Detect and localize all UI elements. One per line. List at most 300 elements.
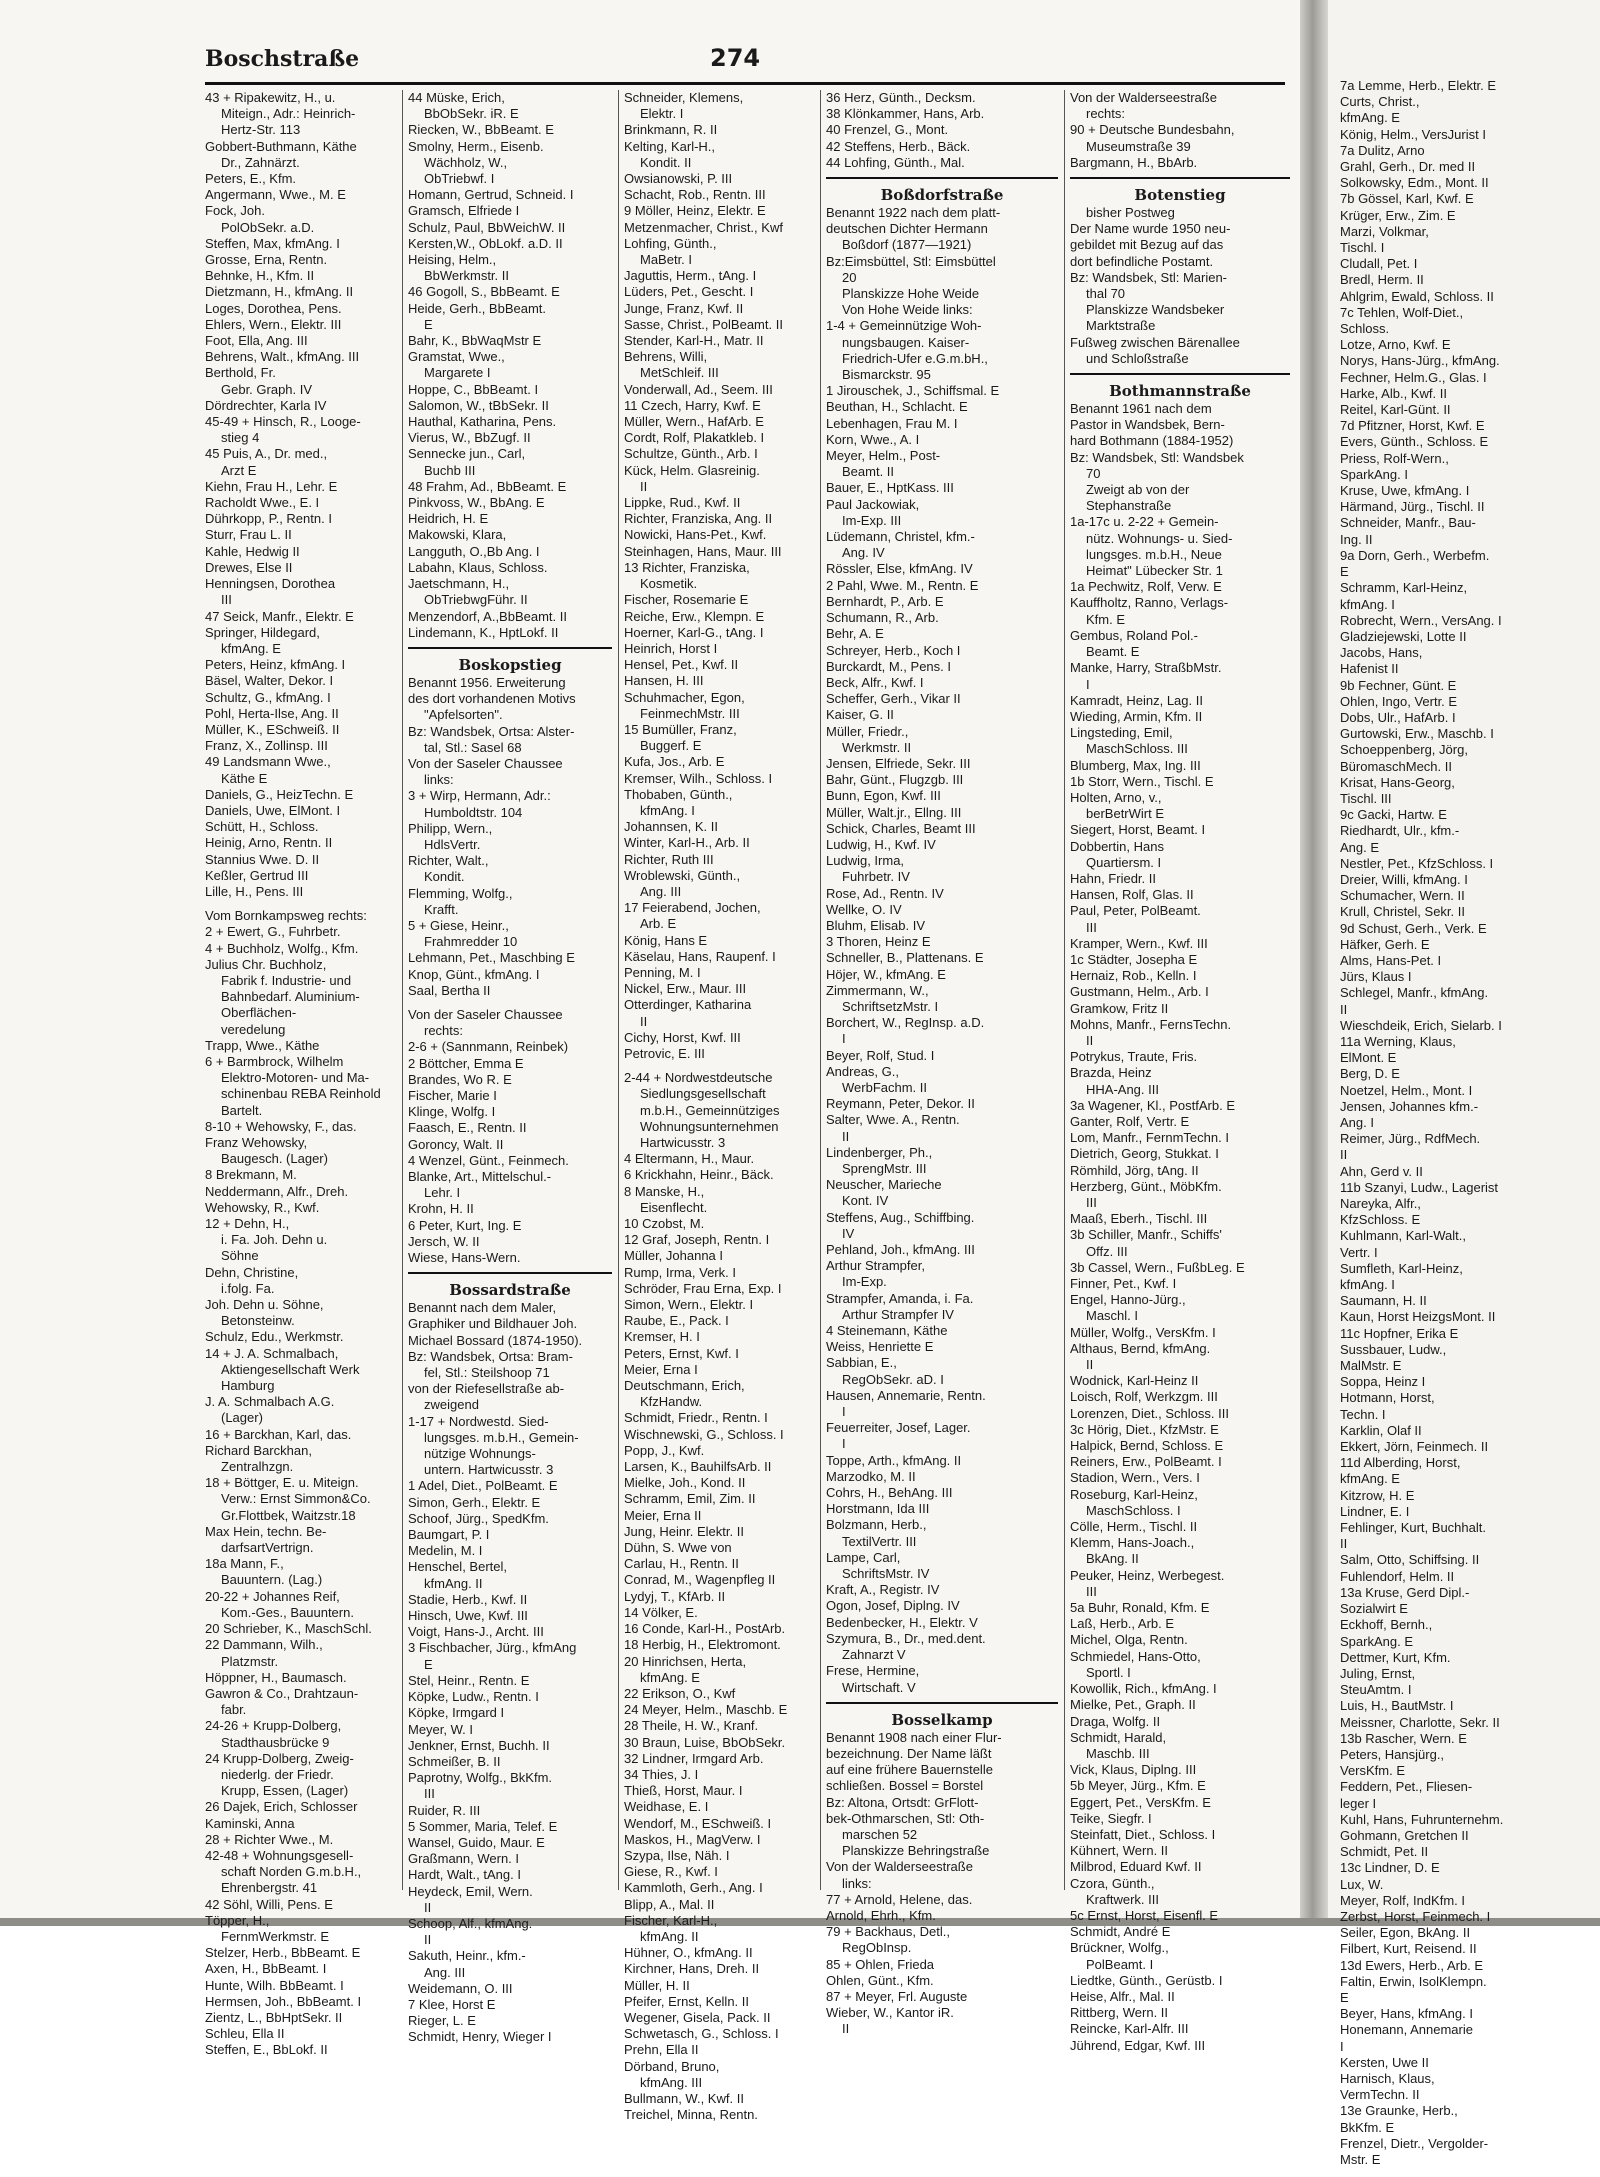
directory-entry: Ehlers, Wern., Elektr. III	[205, 316, 342, 332]
directory-entry: Kersten,W., ObLokf. a.D. II	[408, 235, 563, 251]
directory-entry: Lampe, Carl,	[826, 1549, 901, 1565]
entry-continuation: Betonsteinw.	[221, 1313, 295, 1329]
entry-continuation: Buggerf. E	[640, 738, 702, 754]
directory-entry: Schulz, Paul, BbWeichW. II	[408, 219, 566, 235]
directory-entry: Höppner, H., Baumasch.	[205, 1669, 347, 1685]
directory-entry: Schmidt, Pet. II	[1340, 1844, 1429, 1860]
directory-entry: Mohns, Manfr., FernsTechn.	[1070, 1016, 1232, 1032]
entry-continuation: kfmAng. I	[640, 802, 695, 818]
directory-entry: Arthur Strampfer,	[826, 1258, 925, 1274]
entry-continuation: Wohnungsunternehmen	[640, 1118, 779, 1134]
entry-continuation: Tischl. I	[1340, 240, 1385, 256]
entry-continuation: Ang. III	[424, 1964, 466, 1980]
entry-continuation: I	[842, 1031, 846, 1047]
directory-entry: Drewes, Else II	[205, 559, 293, 575]
entry-continuation: Zentralhzgn.	[221, 1459, 294, 1475]
directory-entry: Kirchner, Hans, Dreh. II	[624, 1961, 760, 1977]
directory-entry: 4 Wenzel, Günt., Feinmech.	[408, 1152, 569, 1168]
directory-entry: Meyer, Rolf, IndKfm. I	[1340, 1892, 1465, 1908]
directory-entry: Maskos, H., MagVerw. I	[624, 1831, 761, 1847]
directory-entry: 7d Pfitzner, Horst, Kwf. E	[1340, 418, 1485, 434]
directory-entry: Ludwig, H., Kwf. IV	[826, 836, 936, 852]
entry-continuation: II	[640, 478, 648, 494]
directory-entry: Klinge, Wolfg. I	[408, 1104, 496, 1120]
directory-entry: Fischer, Marie I	[408, 1087, 497, 1103]
directory-entry: 8 Manske, H.,	[624, 1183, 705, 1199]
entry-continuation: zweigend	[424, 1397, 479, 1413]
entry-continuation: tal, Stl.: Sasel 68	[424, 739, 522, 755]
directory-entry: Sturr, Frau L. II	[205, 527, 292, 543]
directory-entry: 45-49 + Hinsch, R., Looge-	[205, 414, 361, 430]
directory-entry: Lom, Manfr., FernmTechn. I	[1070, 1130, 1229, 1146]
directory-entry: Pastor in Wandsbek, Bern-	[1070, 417, 1225, 433]
directory-entry: Holten, Arno, v.,	[1070, 789, 1162, 805]
directory-entry: 4 + Buchholz, Wolfg., Kfm.	[205, 940, 359, 956]
directory-entry: Kaiser, G. II	[826, 707, 894, 723]
directory-entry: Labahn, Klaus, Schloss.	[408, 559, 548, 575]
directory-entry: Bz: Wandsbek, Ortsa: Bram-	[408, 1348, 573, 1364]
directory-entry: Dietrich, Georg, Stukkat. I	[1070, 1146, 1219, 1162]
directory-entry: Ahn, Gerd v. II	[1340, 1163, 1423, 1179]
directory-entry: 11c Hopfner, Erika E	[1340, 1325, 1459, 1341]
entry-continuation: BbWerkmstr. II	[424, 268, 509, 284]
directory-entry: Flemming, Wolfg.,	[408, 885, 513, 901]
directory-entry: 1-17 + Nordwestd. Sied-	[408, 1413, 549, 1429]
directory-entry: Stadie, Herb., Kwf. II	[408, 1591, 528, 1607]
directory-entry: Paul, Peter, PolBeamt.	[1070, 903, 1201, 919]
directory-entry: Racholdt Wwe., E. I	[205, 495, 320, 511]
directory-entry: Neuscher, Marieche	[826, 1177, 942, 1193]
directory-entry: Evers, Günth., Schloss. E	[1340, 434, 1489, 450]
directory-entry: Gustmann, Helm., Arb. I	[1070, 984, 1209, 1000]
directory-entry: Kufa, Jos., Arb. E	[624, 754, 725, 770]
directory-entry: Treichel, Minna, Rentn.	[624, 2107, 758, 2123]
entry-continuation: Planskizze Wandsbeker	[1086, 302, 1225, 318]
entry-continuation: niederlg. der Friedr.	[221, 1766, 334, 1782]
entry-continuation: kfmAng. E	[221, 640, 281, 656]
directory-entry: Hardt, Walt., tAng. I	[408, 1867, 521, 1883]
directory-entry: Behrens, Willi,	[624, 349, 708, 365]
directory-entry: Baumgart, P. I	[408, 1527, 490, 1543]
entry-continuation: SprengMstr. III	[842, 1161, 927, 1176]
entry-continuation: BkAng. II	[1086, 1551, 1139, 1567]
directory-entry: 18 + Böttger, E. u. Miteign.	[205, 1475, 359, 1491]
directory-entry: Sasse, Christ., PolBeamt. II	[624, 316, 783, 332]
entry-continuation: ElMont. E	[1340, 1050, 1397, 1066]
directory-entry: Jersch, W. II	[408, 1233, 480, 1249]
directory-entry: Müller, Wern., HafArb. E	[624, 414, 764, 430]
entry-continuation: Marktstraße	[1086, 318, 1156, 334]
directory-column-1	[205, 90, 395, 2058]
directory-entry: 22 Erikson, O., Kwf	[624, 1685, 736, 1701]
directory-entry: Axen, H., BbBeamt. I	[205, 1961, 327, 1977]
directory-entry: Petrovic, E. III	[624, 1045, 705, 1061]
directory-entry: Voigt, Hans-J., Archt. III	[408, 1624, 544, 1640]
directory-entry: Dörband, Bruno,	[624, 2058, 720, 2074]
entry-continuation: MaschSchloss. I	[1086, 1502, 1181, 1518]
entry-continuation: II	[842, 2021, 850, 2037]
entry-continuation: Wirtschaft. V	[842, 1679, 916, 1695]
entry-continuation: stieg 4	[221, 430, 260, 446]
directory-entry: Käselau, Hans, Raupenf. I	[624, 948, 776, 964]
entry-continuation: fel, Stl.: Steilshoop 71	[424, 1365, 550, 1381]
entry-continuation: Techn. I	[1340, 1406, 1386, 1422]
directory-entry: Knop, Günt., kfmAng. I	[408, 966, 540, 982]
entry-continuation: SchriftsMstr. IV	[842, 1566, 930, 1582]
entry-continuation: III	[1086, 1583, 1097, 1599]
directory-entry: 90 + Deutsche Bundesbahn,	[1070, 122, 1235, 138]
directory-entry: Hoerner, Karl-G., tAng. I	[624, 624, 764, 640]
directory-entry: Kramper, Wern., Kwf. III	[1070, 935, 1208, 951]
directory-entry: Heydeck, Emil, Wern.	[408, 1883, 533, 1899]
directory-entry: Rieger, L. E	[408, 2013, 476, 2029]
entry-continuation: Bahnbedarf. Aluminium-	[221, 989, 360, 1005]
directory-entry: 24-26 + Krupp-Dolberg,	[205, 1718, 342, 1734]
entry-continuation: II	[1340, 1147, 1348, 1163]
directory-entry: Medelin, M. I	[408, 1543, 483, 1559]
directory-entry: Jacobs, Hans,	[1340, 645, 1423, 661]
directory-entry: Weidemann, O. III	[408, 1980, 513, 1996]
directory-entry: Norys, Hans-Jürg., kfmAng.	[1340, 353, 1500, 369]
directory-entry: Lindenberger, Ph.,	[826, 1144, 933, 1160]
entry-continuation: Heimat" Lübecker Str. 1	[1086, 563, 1223, 579]
directory-entry: 38 Klönkammer, Hans, Arb.	[826, 106, 985, 122]
directory-entry: Gembus, Roland Pol.-	[1070, 627, 1198, 643]
directory-entry: Lüdemann, Christel, kfm.-	[826, 529, 975, 545]
directory-entry: 8 Brekmann, M.	[205, 1167, 297, 1183]
directory-entry: Hunte, Wilh. BbBeamt. I	[205, 1977, 344, 1993]
entry-continuation: nützige Wohnungs-	[424, 1446, 536, 1462]
entry-continuation: E	[1340, 564, 1349, 580]
entry-continuation: Buchb III	[424, 462, 476, 478]
entry-continuation: Ang. IV	[842, 545, 885, 561]
directory-entry: 1b Storr, Wern., Tischl. E	[1070, 773, 1214, 789]
directory-entry: Honemann, Annemarie	[1340, 2022, 1473, 2038]
directory-entry: Roseburg, Karl-Heinz,	[1070, 1486, 1198, 1502]
directory-entry: Goroncy, Walt. II	[408, 1136, 504, 1152]
directory-entry: Sabbian, E.,	[826, 1355, 897, 1371]
directory-entry: 9d Schust, Gerh., Verk. E	[1340, 920, 1487, 936]
directory-entry: Schleu, Ella II	[205, 2026, 285, 2042]
directory-entry: Bz: Wandsbek, Stl: Marien-	[1070, 269, 1228, 285]
entry-continuation: III	[1086, 1195, 1097, 1210]
directory-entry: 45 Puis, A., Dr. med.,	[205, 446, 328, 462]
directory-entry: Althaus, Bernd, kfmAng.	[1070, 1340, 1211, 1356]
directory-entry: Salter, Wwe. A., Rentn.	[826, 1112, 960, 1128]
directory-entry: Paul Jackowiak,	[826, 496, 920, 512]
entry-continuation: Friedrich-Ufer e.G.m.bH.,	[842, 350, 988, 366]
directory-entry: Harke, Alb., Kwf. II	[1340, 385, 1447, 401]
street-heading: Bossardstraße	[408, 1272, 612, 1300]
directory-entry: Beuthan, H., Schlacht. E	[826, 399, 968, 415]
directory-entry: Andreas, G.,	[826, 1063, 899, 1079]
entry-continuation: thal 70	[1086, 286, 1126, 302]
entry-continuation: Zahnarzt V	[842, 1647, 906, 1663]
entry-continuation: Offz. III	[1086, 1243, 1128, 1259]
directory-entry: 48 Frahm, Ad., BbBeamt. E	[408, 478, 567, 494]
directory-entry: Schmidt, Friedr., Rentn. I	[624, 1410, 768, 1426]
directory-entry: Faltin, Erwin, IsolKlempn.	[1340, 1973, 1487, 1989]
directory-entry: Karklin, Olaf II	[1340, 1422, 1422, 1438]
directory-entry: Kuhlmann, Karl-Walt.,	[1340, 1228, 1466, 1244]
directory-entry: Steffen, Max, kfmAng. I	[205, 235, 340, 251]
directory-entry: Stelzer, Herb., BbBeamt. E	[205, 1945, 361, 1961]
directory-entry: Reiche, Erw., Klempn. E	[624, 608, 765, 624]
directory-entry: Bargmann, H., BbArb.	[1070, 154, 1198, 170]
directory-entry: Manke, Harry, StraßbMstr.	[1070, 660, 1222, 676]
directory-entry: Dobbertin, Hans	[1070, 838, 1164, 854]
entry-continuation: Schloss.	[1340, 321, 1390, 337]
directory-entry: Harnisch, Klaus,	[1340, 2070, 1435, 2086]
entry-continuation: Kont. IV	[842, 1193, 889, 1209]
directory-entry: Beyer, Rolf, Stud. I	[826, 1047, 935, 1063]
directory-entry: Juling, Ernst,	[1340, 1665, 1416, 1681]
directory-entry: Ohlen, Günt., Kfm.	[826, 1972, 934, 1988]
directory-entry: 24 Meyer, Helm., Maschb. E	[624, 1702, 788, 1718]
entry-continuation: kfmAng. II	[640, 1928, 699, 1944]
directory-entry: Franz, X., Zollinsp. III	[205, 738, 328, 754]
entry-continuation: i. Fa. Joh. Dehn u.	[221, 1232, 328, 1248]
directory-entry: Schröder, Frau Erna, Exp. I	[624, 1280, 782, 1296]
directory-entry: Weiss, Henriette E	[826, 1339, 934, 1355]
directory-entry: Solkowsky, Edm., Mont. II	[1340, 175, 1489, 191]
directory-entry: Köpke, Irmgard I	[408, 1705, 505, 1721]
directory-entry: 11b Szanyi, Ludw., Lagerist	[1340, 1179, 1499, 1195]
entry-continuation: BbObSekr. iR. E	[424, 106, 519, 122]
directory-entry: 7 Klee, Horst E	[408, 1996, 496, 2012]
directory-entry: Weidhase, E. I	[624, 1799, 709, 1815]
entry-continuation: VermTechn. II	[1340, 2087, 1420, 2103]
directory-entry: Liedtke, Günth., Gerüstb. I	[1070, 1972, 1223, 1988]
directory-entry: Lindemann, K., HptLokf. II	[408, 624, 559, 640]
directory-entry: Penning, M. I	[624, 964, 701, 980]
directory-entry: Meissner, Charlotte, Sekr. II	[1340, 1714, 1500, 1730]
directory-entry: Teike, Siegfr. I	[1070, 1810, 1152, 1826]
directory-entry: Bunn, Egon, Kwf. III	[826, 788, 941, 804]
directory-entry: Rose, Ad., Rentn. IV	[826, 885, 944, 901]
directory-entry: 9a Dorn, Gerh., Werbefm.	[1340, 547, 1490, 563]
directory-entry: Frese, Hermine,	[826, 1663, 920, 1679]
entry-continuation: schinenbau REBA Reinhold	[221, 1086, 381, 1102]
entry-continuation: untern. Hartwicusstr. 3	[424, 1462, 554, 1478]
directory-entry: Laß, Herb., Arb. E	[1070, 1616, 1175, 1632]
directory-entry: Robrecht, Wern., VersAng. I	[1340, 612, 1502, 628]
directory-entry: Richter, Walt.,	[408, 853, 489, 869]
directory-entry: 5 Sommer, Maria, Telef. E	[408, 1818, 558, 1834]
directory-entry: gebildet mit Bezug auf das	[1070, 237, 1224, 253]
directory-entry: 6 Peter, Kurt, Ing. E	[408, 1217, 522, 1233]
directory-entry: Schneller, B., Plattenans. E	[826, 950, 984, 966]
directory-entry: Dietzmann, H., kfmAng. II	[205, 284, 354, 300]
directory-entry: Loges, Dorothea, Pens.	[205, 300, 342, 316]
entry-continuation: Platzmstr.	[221, 1653, 279, 1669]
entry-continuation: Hertz-Str. 113	[221, 122, 301, 138]
directory-entry: Smolny, Herm., Eisenb.	[408, 138, 544, 154]
page-number: 274	[710, 44, 761, 72]
directory-entry: Hotmann, Horst,	[1340, 1390, 1435, 1406]
directory-entry: Kiehn, Frau H., Lehr. E	[205, 478, 338, 494]
directory-entry: 47 Seick, Manfr., Elektr. E	[205, 608, 354, 624]
directory-entry: Angermann, Wwe., M. E	[205, 187, 346, 203]
directory-entry: Schacht, Rob., Rentn. III	[624, 187, 766, 203]
directory-entry: deutschen Dichter Hermann	[826, 221, 988, 237]
directory-entry: Rittberg, Wern. II	[1070, 2005, 1169, 2021]
entry-continuation: kfmAng. II	[424, 1575, 483, 1591]
directory-entry: Hauthal, Katharina, Pens.	[408, 414, 557, 430]
entry-continuation: rechts:	[1086, 106, 1126, 122]
directory-entry: Hoppe, C., BbBeamt. I	[408, 381, 539, 397]
directory-entry: Gladziejewski, Lotte II	[1340, 628, 1467, 644]
directory-entry: Brazda, Heinz	[1070, 1065, 1152, 1081]
directory-entry: 2 Böttcher, Emma E	[408, 1055, 524, 1071]
directory-entry: Kitzrow, H. E	[1340, 1487, 1415, 1503]
directory-entry: Wellke, O. IV	[826, 901, 902, 917]
directory-entry: Daniels, Uwe, ElMont. I	[205, 802, 341, 818]
directory-entry: 3 Thoren, Heinz E	[826, 934, 931, 950]
entry-continuation: leger I	[1340, 1795, 1377, 1811]
directory-entry: 30 Braun, Luise, BbObSekr.	[624, 1734, 786, 1750]
directory-entry: Steffens, Aug., Schiffbing.	[826, 1209, 975, 1225]
directory-entry: Töpper, H.,	[205, 1912, 270, 1928]
directory-entry: Soppa, Heinz I	[1340, 1374, 1426, 1390]
directory-entry: Menzendorf, A.,BbBeamt. II	[408, 608, 567, 624]
directory-entry: 2 + Ewert, G., Fuhrbetr.	[205, 924, 341, 940]
directory-entry: 22 Dammann, Wilh.,	[205, 1637, 323, 1653]
directory-entry: 5b Meyer, Jürg., Kfm. E	[1070, 1778, 1206, 1794]
directory-entry: Lotze, Arno, Kwf. E	[1340, 337, 1451, 353]
directory-entry: Gramstat, Wwe.,	[408, 349, 505, 365]
directory-entry: 3 Fischbacher, Jürg., kfmAng	[408, 1640, 577, 1656]
directory-entry: 79 + Backhaus, Detl.,	[826, 1924, 950, 1940]
directory-entry: 26 Dajek, Erich, Schlosser	[205, 1799, 358, 1815]
directory-entry: J. A. Schmalbach A.G.	[205, 1394, 335, 1410]
directory-entry: des dort vorhandenen Motivs	[408, 691, 576, 707]
directory-entry: Kück, Helm. Glasreinig.	[624, 462, 760, 478]
directory-entry: Saal, Bertha II	[408, 982, 491, 998]
entry-continuation: Käthe E	[221, 770, 268, 786]
entry-continuation: Margarete I	[424, 365, 491, 381]
entry-continuation: III	[1086, 919, 1097, 935]
running-head-street: Boschstraße	[205, 46, 360, 72]
street-heading: Boßdorfstraße	[826, 177, 1058, 205]
directory-entry: Raube, E., Pack. I	[624, 1313, 729, 1329]
entry-continuation: kfmAng. E	[1340, 110, 1400, 126]
directory-entry: 13c Lindner, D. E	[1340, 1860, 1440, 1876]
entry-continuation: links:	[424, 772, 454, 788]
directory-entry: 9 Möller, Heinz, Elektr. E	[624, 203, 766, 219]
directory-entry: König, Hans E	[624, 932, 708, 948]
directory-entry: Schuhmacher, Egon,	[624, 689, 745, 705]
directory-entry: Otterdinger, Katharina	[624, 997, 752, 1013]
directory-entry: Reymann, Peter, Dekor. II	[826, 1096, 975, 1112]
directory-entry: Dehn, Christine,	[205, 1264, 299, 1280]
directory-entry: Horstmann, Ida III	[826, 1501, 930, 1517]
directory-entry: Schütt, H., Schloss.	[205, 819, 319, 835]
entry-continuation: kfmAng. III	[640, 2074, 703, 2090]
directory-entry: Rump, Irma, Verk. I	[624, 1264, 736, 1280]
directory-entry: Häfker, Gerh. E	[1340, 936, 1430, 952]
directory-entry: Homann, Gertrud, Schneid. I	[408, 187, 574, 203]
directory-entry: Schwetasch, G., Schloss. I	[624, 2026, 779, 2042]
directory-entry: Jaguttis, Herm., tAng. I	[624, 268, 757, 284]
directory-entry: Wroblewski, Günth.,	[624, 867, 741, 883]
entry-continuation: HHA-Ang. III	[1086, 1081, 1159, 1097]
directory-entry: Müller, H. II	[624, 1977, 690, 1993]
directory-entry: Lorenzen, Diet., Schloss. III	[1070, 1405, 1229, 1421]
entry-continuation: E	[424, 316, 433, 332]
directory-entry: 9b Fechner, Günt. E	[1340, 677, 1457, 693]
directory-entry: Dührkopp, P., Rentn. I	[205, 511, 332, 527]
directory-entry: Bz:Eimsbüttel, Stl: Eimsbüttel	[826, 253, 996, 269]
directory-entry: 11 Czech, Harry, Kwf. E	[624, 397, 761, 413]
directory-entry: 13a Kruse, Gerd Dipl.-	[1340, 1584, 1470, 1600]
directory-entry: 7b Gössel, Karl, Kwf. E	[1340, 191, 1474, 207]
directory-entry: Nareyka, Alfr.,	[1340, 1196, 1421, 1212]
directory-entry: Hausen, Annemarie, Rentn.	[826, 1387, 986, 1403]
entry-continuation: Hamburg	[221, 1378, 275, 1394]
directory-entry: Bz: Altona, Ortsdt: GrFlott-	[826, 1794, 979, 1810]
directory-entry: Gramkow, Fritz II	[1070, 1000, 1169, 1016]
entry-continuation: Planskizze Behringstraße	[842, 1843, 990, 1859]
directory-entry: 4 Eltermann, H., Maur.	[624, 1151, 755, 1167]
directory-entry: Peters, E., Kfm.	[205, 171, 297, 187]
directory-entry: Der Name wurde 1950 neu-	[1070, 221, 1231, 237]
directory-entry: 20 Hinrichsen, Herta,	[624, 1653, 747, 1669]
spacer	[205, 900, 395, 908]
directory-entry: Wodnick, Karl-Heinz II	[1070, 1373, 1199, 1389]
entry-continuation: Vertr. I	[1340, 1244, 1378, 1260]
entry-continuation: Kfm. E	[1086, 611, 1126, 627]
directory-entry: 3a Wagener, Kl., PostfArb. E	[1070, 1097, 1235, 1113]
directory-entry: Blipp, A., Mal. II	[624, 1896, 715, 1912]
directory-entry: Wiese, Hans-Wern.	[408, 1250, 521, 1266]
directory-entry: Zerbst, Horst, Feinmech. I	[1340, 1908, 1491, 1924]
entry-continuation: SparkAng. E	[1340, 1633, 1413, 1649]
directory-entry: Müller, Johanna I	[624, 1248, 724, 1264]
directory-entry: Wieber, W., Kantor iR.	[826, 2005, 954, 2021]
directory-entry: 2-44 + Nordwestdeutsche	[624, 1070, 773, 1086]
header-rule	[205, 82, 1285, 85]
directory-entry: Berthold, Fr.	[205, 365, 276, 381]
directory-entry: 44 Müske, Erich,	[408, 90, 505, 105]
entry-continuation: Sportl. I	[1086, 1664, 1131, 1680]
entry-continuation: Frahmredder 10	[424, 934, 518, 950]
directory-entry: Larsen, K., BauhilfsArb. II	[624, 1459, 772, 1475]
entry-continuation: Planskizze Hohe Weide	[842, 286, 980, 302]
entry-continuation: SparkAng. I	[1340, 466, 1408, 482]
entry-continuation: Ang. E	[1340, 839, 1380, 855]
directory-entry: 1 Adel, Diet., PolBeamt. E	[408, 1478, 558, 1494]
directory-entry: Schoeppenberg, Jörg,	[1340, 742, 1468, 758]
entry-continuation: nungsbaugen. Kaiser-	[842, 334, 970, 350]
directory-entry: Schlegel, Manfr., kfmAng.	[1340, 985, 1489, 1001]
directory-entry: Von der Walderseestraße	[826, 1859, 973, 1875]
directory-entry: Filbert, Kurt, Reisend. II	[1340, 1941, 1477, 1957]
entry-continuation: veredelung	[221, 1021, 286, 1037]
directory-entry: Lebenhagen, Frau M. I	[826, 415, 958, 431]
directory-entry: Eckhoff, Bernh.,	[1340, 1617, 1433, 1633]
entry-continuation: Tischl. III	[1340, 790, 1392, 806]
directory-entry: Heide, Gerh., BbBeamt.	[408, 300, 547, 316]
directory-entry: Blanke, Art., Mittelschul.-	[408, 1169, 552, 1184]
directory-entry: Thieß, Horst, Maur. I	[624, 1783, 743, 1799]
directory-entry: Schmidt, Harald,	[1070, 1729, 1167, 1745]
entry-continuation: Maschb. III	[1086, 1745, 1150, 1761]
entry-continuation: FeinmechMstr. III	[640, 705, 740, 721]
directory-entry: Hermsen, Joh., BbBeamt. I	[205, 1993, 362, 2009]
directory-entry: Pfeifer, Ernst, Kelln. II	[624, 1993, 749, 2009]
directory-entry: Seiler, Egon, BkAng. II	[1340, 1925, 1471, 1941]
